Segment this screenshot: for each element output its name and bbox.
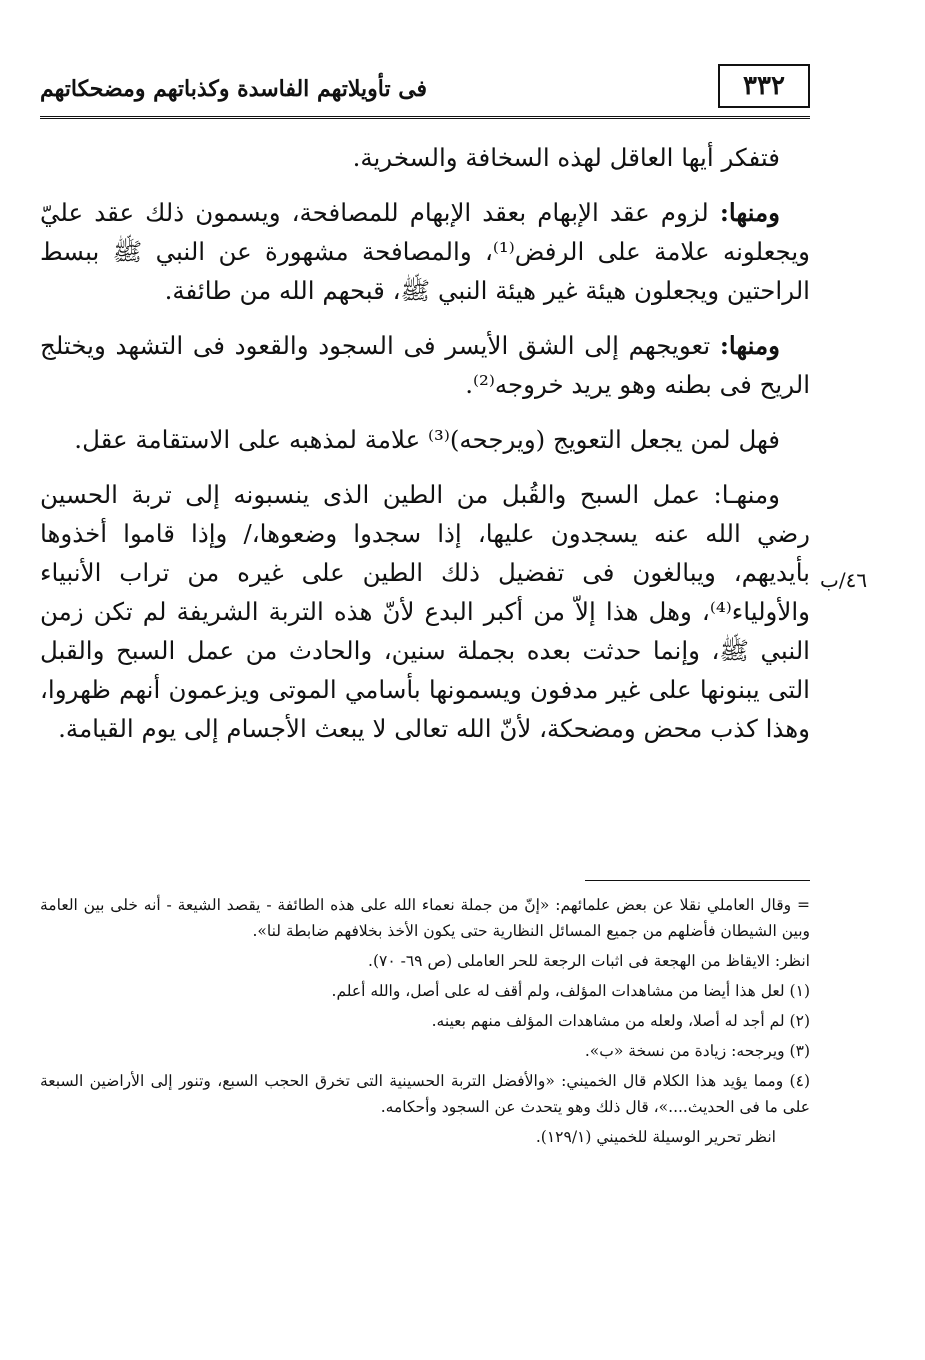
- page-header: [40, 62, 810, 118]
- page-number: ٣٣٢: [718, 64, 810, 108]
- footnote-rule: [585, 880, 810, 881]
- body-text: [40, 138, 810, 764]
- header-rule: [40, 116, 810, 119]
- footnote-continuation-ref: انظر: الايقاظ من الهجعة فى اثبات الرجعة للحر العاملى (ص ٦٩- ٧٠).: [368, 952, 810, 970]
- paragraph-3: [40, 326, 810, 404]
- paragraph-3-text: تعويجهم إلى الشق الأيسر فى السجود والقعود فى التشهد ويختلج الريح فى بطنه وهو يريد خروجه⁽²⁾.: [40, 331, 810, 399]
- paragraph-4: فهل لمن يجعل التعويج (ويرجحه)⁽³⁾ علامة لمذهبه على الاستقامة عقل.: [74, 425, 780, 454]
- paragraph-1: فتفكر أيها العاقل لهذه السخافة والسخرية.: [352, 143, 780, 172]
- paragraph-2-text: لزوم عقد الإبهام بعقد الإبهام للمصافحة، ويسمون ذلك عقد عليّ ويجعلونه علامة على الرفض⁽¹⁾، والمصافحة مشهورة عن النبي ﷺ ببسط الراحتين ويجعلون هيئة غير هيئة النبي ﷺ، قبحهم الله من طائفة.: [40, 198, 810, 305]
- footnote-2: (٢) لم أجد له أصلا، ولعله من مشاهدات المؤلف منهم بعينه.: [431, 1012, 810, 1030]
- paragraph-3-lead: ومنها:: [719, 331, 780, 360]
- paragraph-2: [40, 193, 810, 310]
- footnote-1: (١) لعل هذا أيضا من مشاهدات المؤلف، ولم أقف له على أصل، والله أعلم.: [331, 982, 810, 1000]
- footnotes: [40, 892, 810, 1154]
- footnote-4-ref: انظر تحرير الوسيلة للخميني (١٢٩/١).: [535, 1128, 776, 1146]
- footnote-3: (٣) ويرجحه: زيادة من نسخة «ب».: [584, 1042, 810, 1060]
- paragraph-2-lead: ومنها:: [719, 198, 780, 227]
- footnote-continuation: = وقال العاملي نقلا عن بعض علمائهم: «إنّ من جملة نعماء الله على هذه الطائفة - يقصد الشيعة - أنه خلى بين العامة وبين الشيطان فأضلهم من جميع المسائل النظارية حتى يكون الأخذ بخلافهم ضابطة لنا».: [40, 896, 810, 940]
- footnote-4: (٤) ومما يؤيد هذا الكلام قال الخميني: «والأفضل التربة الحسينية التى تخرق الحجب السبع، وتنور إلى الأراضين السبعة على ما فى الحديث....»، قال ذلك وهو يتحدث عن السجود وأحكامه.: [40, 1072, 810, 1116]
- manuscript-folio-note: ٤٦/ب: [820, 568, 868, 592]
- running-title: فى تأويلاتهم الفاسدة وكذباتهم ومضحكاتهم: [40, 76, 428, 102]
- paragraph-5: ومنهـا: عمل السبح والقُبل من الطين الذى ينسبونه إلى تربة الحسين رضي الله عنه يسجدون عليها، إذا سجدوا وضعوها،/ وإذا قاموا أخذوها بأيديهم، ويبالغون فى تفضيل ذلك الطين على غيره من تراب الأنبياء والأولياء⁽⁴⁾، وهل هذا إلاّ من أكبر البدع لأنّ هذه التربة الشريفة لم تكن زمن النبي ﷺ، وإنما حدثت بعده بجملة سنين، والحادث من عمل السبح والقبل التى يبنونها على غير مدفون ويسمونها بأسامي الموتى ويزعمون أنهم ظهروا، وهذا كذب محض ومضحكة، لأنّ الله تعالى لا يبعث الأجسام إلى يوم القيامة.: [40, 480, 810, 743]
